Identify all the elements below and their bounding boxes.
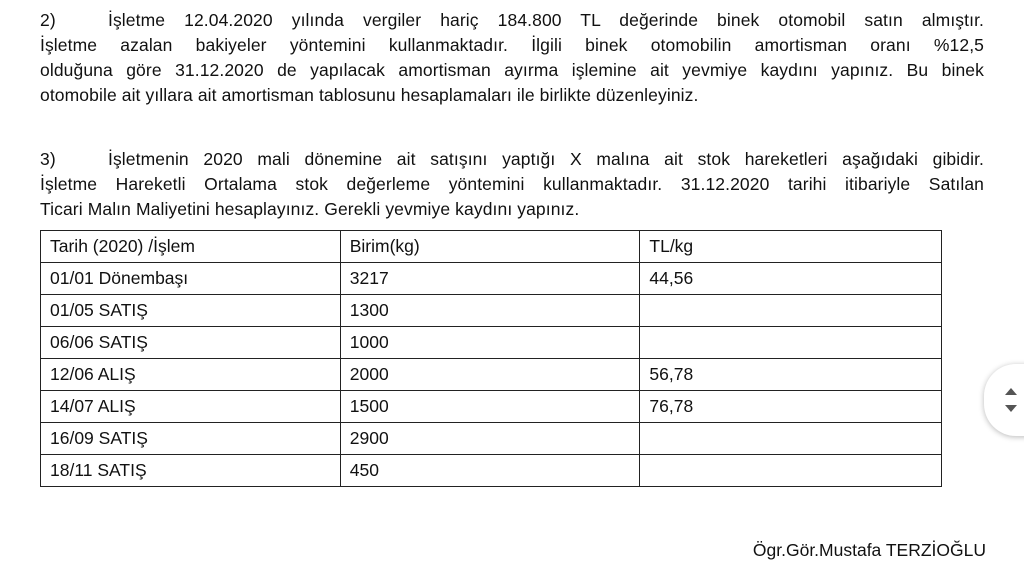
cell-price-per-kg: 56,78 — [640, 359, 942, 391]
chevron-down-icon[interactable] — [1005, 405, 1017, 412]
question-2-text-line-2: İşletme azalan bakiyeler yöntemini kullanmaktadır. İlgili binek otomobilin amortisman oranı %12,5 — [40, 35, 984, 55]
header-date-operation: Tarih (2020) /İşlem — [41, 231, 341, 263]
cell-price-per-kg — [640, 327, 942, 359]
table-row — [41, 423, 942, 455]
cell-price-per-kg: 44,56 — [640, 263, 942, 295]
cell-unit-kg: 1000 — [340, 327, 640, 359]
table-header-row — [41, 231, 942, 263]
cell-unit-kg: 1500 — [340, 391, 640, 423]
cell-date-operation: 16/09 SATIŞ — [41, 423, 341, 455]
question-3-text-line-1: İşletmenin 2020 mali dönemine ait satışını yaptığı X malına ait stok hareketleri aşağıdaki gibidir. — [108, 149, 984, 169]
question-3 — [40, 147, 984, 222]
cell-date-operation: 12/06 ALIŞ — [41, 359, 341, 391]
question-3-text-line-2: İşletme Hareketli Ortalama stok değerleme yöntemini kullanmaktadır. 31.12.2020 tarihi itibariyle Satılan — [40, 174, 984, 194]
cell-unit-kg: 2000 — [340, 359, 640, 391]
cell-unit-kg: 1300 — [340, 295, 640, 327]
cell-price-per-kg — [640, 295, 942, 327]
cell-unit-kg: 2900 — [340, 423, 640, 455]
cell-unit-kg: 450 — [340, 455, 640, 487]
table-row — [41, 327, 942, 359]
question-2-text-line-1: İşletme 12.04.2020 yılında vergiler hariç 184.800 TL değerinde binek otomobil satın almıştır. — [108, 10, 984, 30]
question-3-text-line-3: Ticari Malın Maliyetini hesaplayınız. Gerekli yevmiye kaydını yapınız. — [40, 199, 580, 219]
table-row — [41, 391, 942, 423]
header-unit-kg: Birim(kg) — [340, 231, 640, 263]
question-3-line — [40, 147, 984, 172]
cell-date-operation: 01/05 SATIŞ — [41, 295, 341, 327]
table-row — [41, 359, 942, 391]
chevron-up-icon[interactable] — [1005, 388, 1017, 395]
table-row — [41, 263, 942, 295]
cell-price-per-kg: 76,78 — [640, 391, 942, 423]
header-price-per-kg: TL/kg — [640, 231, 942, 263]
question-2-line — [40, 8, 984, 33]
cell-date-operation: 14/07 ALIŞ — [41, 391, 341, 423]
cell-price-per-kg — [640, 423, 942, 455]
question-2-text-line-4: otomobile ait yıllara ait amortisman tablosunu hesaplamaları ile birlikte düzenleyiniz. — [40, 85, 699, 105]
scroll-widget[interactable] — [984, 364, 1024, 436]
table-row — [41, 455, 942, 487]
question-number: 3) — [40, 149, 56, 169]
author-signature: Ögr.Gör.Mustafa TERZİOĞLU — [752, 540, 986, 560]
cell-date-operation: 06/06 SATIŞ — [41, 327, 341, 359]
cell-unit-kg: 3217 — [340, 263, 640, 295]
cell-price-per-kg — [640, 455, 942, 487]
question-2 — [40, 8, 984, 108]
stock-movements-table — [40, 230, 942, 487]
question-number: 2) — [40, 10, 56, 30]
question-2-text-line-3: olduğuna göre 31.12.2020 de yapılacak amortisman ayırma işlemine ait yevmiye kaydını yapınız. Bu binek — [40, 60, 984, 80]
cell-date-operation: 18/11 SATIŞ — [41, 455, 341, 487]
cell-date-operation: 01/01 Dönembaşı — [41, 263, 341, 295]
table-row — [41, 295, 942, 327]
